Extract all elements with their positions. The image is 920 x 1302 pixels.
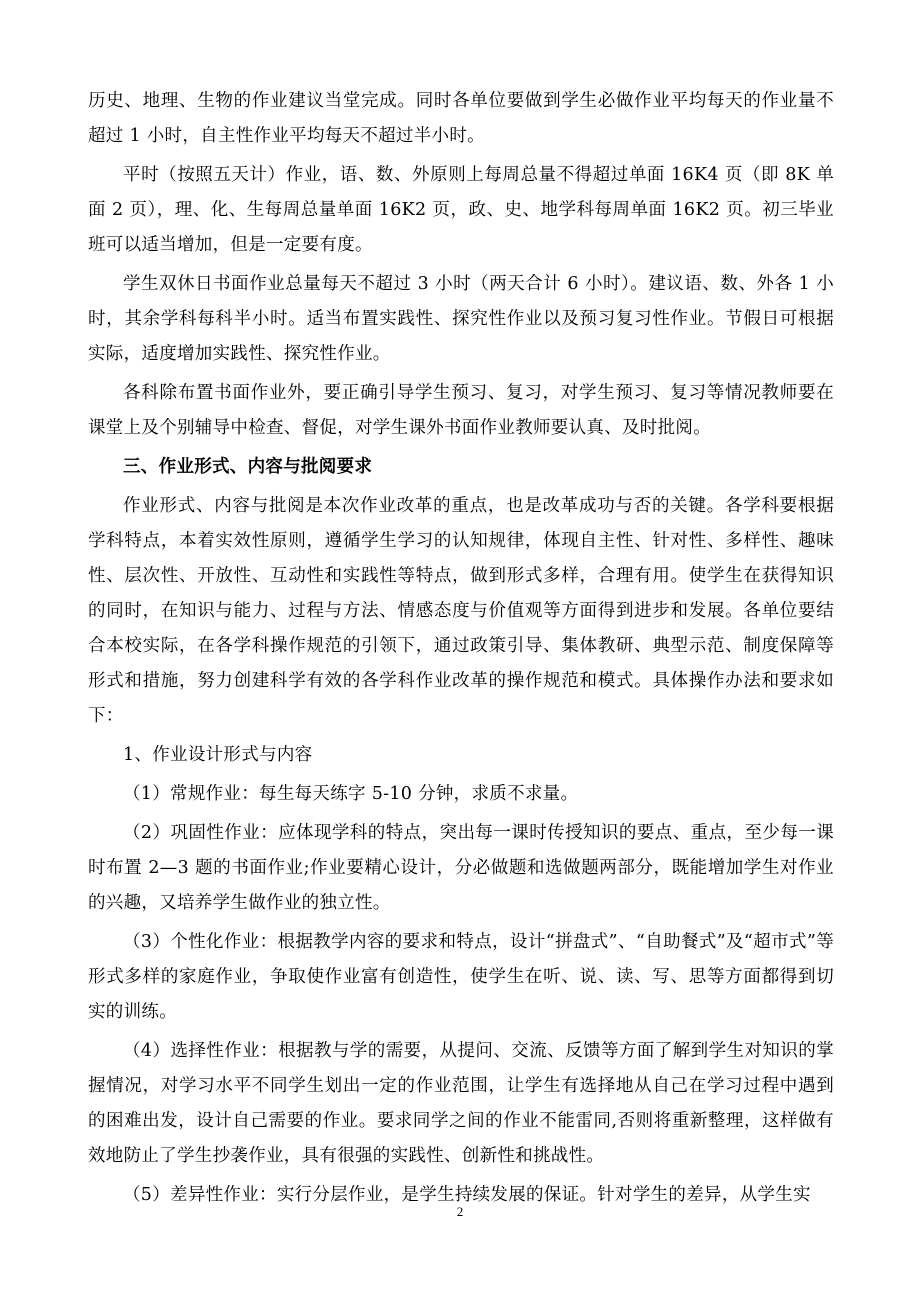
paragraph-history-geography: 历史、地理、生物的作业建议当堂完成。同时各单位要做到学生必做作业平均每天的作业量不超过 1 小时，自主性作业平均每天不超过半小时。 [88,91,834,146]
paragraph-preview-review: 各科除布置书面作业外，要正确引导学生预习、复习，对学生预习、复习等情况教师要在课堂上及个别辅导中检查、督促，对学生课外书面作业教师要认真、及时批阅。 [88,383,834,438]
subheading-design-forms: 1、作业设计形式与内容 [123,745,313,765]
paragraph-weekend-homework: 学生双休日书面作业总量每天不超过 3 小时（两天合计 6 小时）。建议语、数、外各 1 小时，其余学科每科半小时。适当布置实践性、探究性作业以及预习复习性作业。节假日可根据实际，适度增加实践性、探究性作业。 [88,274,834,364]
paragraph-weekday-homework: 平时（按照五天计）作业，语、数、外原则上每周总量不得超过单面 16K4 页（即 8K 单面 2 页），理、化、生每周总量单面 16K2 页，政、史、地学科每周单面 16K2 页。初三毕业班可以适当增加，但是一定要有度。 [88,165,834,255]
section-intro-paragraph: 作业形式、内容与批阅是本次作业改革的重点，也是改革成功与否的关键。各学科要根据学科特点，本着实效性原则，遵循学生学习的认知规律，体现自主性、针对性、多样性、趣味性、层次性、开放性、互动性和实践性等特点，做到形式多样，合理有用。使学生在获得知识的同时，在知识与能力、过程与方法、情感态度与价值观等方面得到进步和发展。各单位要结合本校实际，在各学科操作规范的引领下，通过政策引导、集体教研、典型示范、制度保障等形式和措施，努力创建科学有效的各学科作业改革的操作规范和模式。具体操作办法和要求如下： [88,496,834,726]
list-item-selective: （4）选择性作业：根据教与学的需要，从提问、交流、反馈等方面了解到学生对知识的掌握情况，对学习水平不同学生划出一定的作业范围，让学生有选择地从自己在学习过程中遇到的困难出发，设计自己需要的作业。要求同学之间的作业不能雷同,否则将重新整理，这样做有效地防止了学生抄袭作业，具有很强的实践性、创新性和挑战性。 [88,1041,834,1166]
document-page [88,84,834,1217]
list-item-routine: （1）常规作业：每生每天练字 5-10 分钟，求质不求量。 [123,784,579,804]
list-item-personalized: （3）个性化作业：根据教学内容的要求和特点，设计“拼盘式”、“自助餐式”及“超市式”等形式多样的家庭作业，争取使作业富有创造性，使学生在听、说、读、写、思等方面都得到切实的训练。 [88,932,834,1022]
page-number: 2 [456,1204,464,1219]
section-heading: 三、作业形式、内容与批阅要求 [123,457,373,477]
list-item-differentiated: （5）差异性作业：实行分层作业，是学生持续发展的保证。针对学生的差异，从学生实 [123,1185,811,1205]
list-item-consolidation: （2）巩固性作业：应体现学科的特点，突出每一课时传授知识的要点、重点，至少每一课时布置 2—3 题的书面作业;作业要精心设计，分必做题和选做题两部分，既能增加学生对作业的兴趣，又培养学生做作业的独立性。 [88,823,834,913]
